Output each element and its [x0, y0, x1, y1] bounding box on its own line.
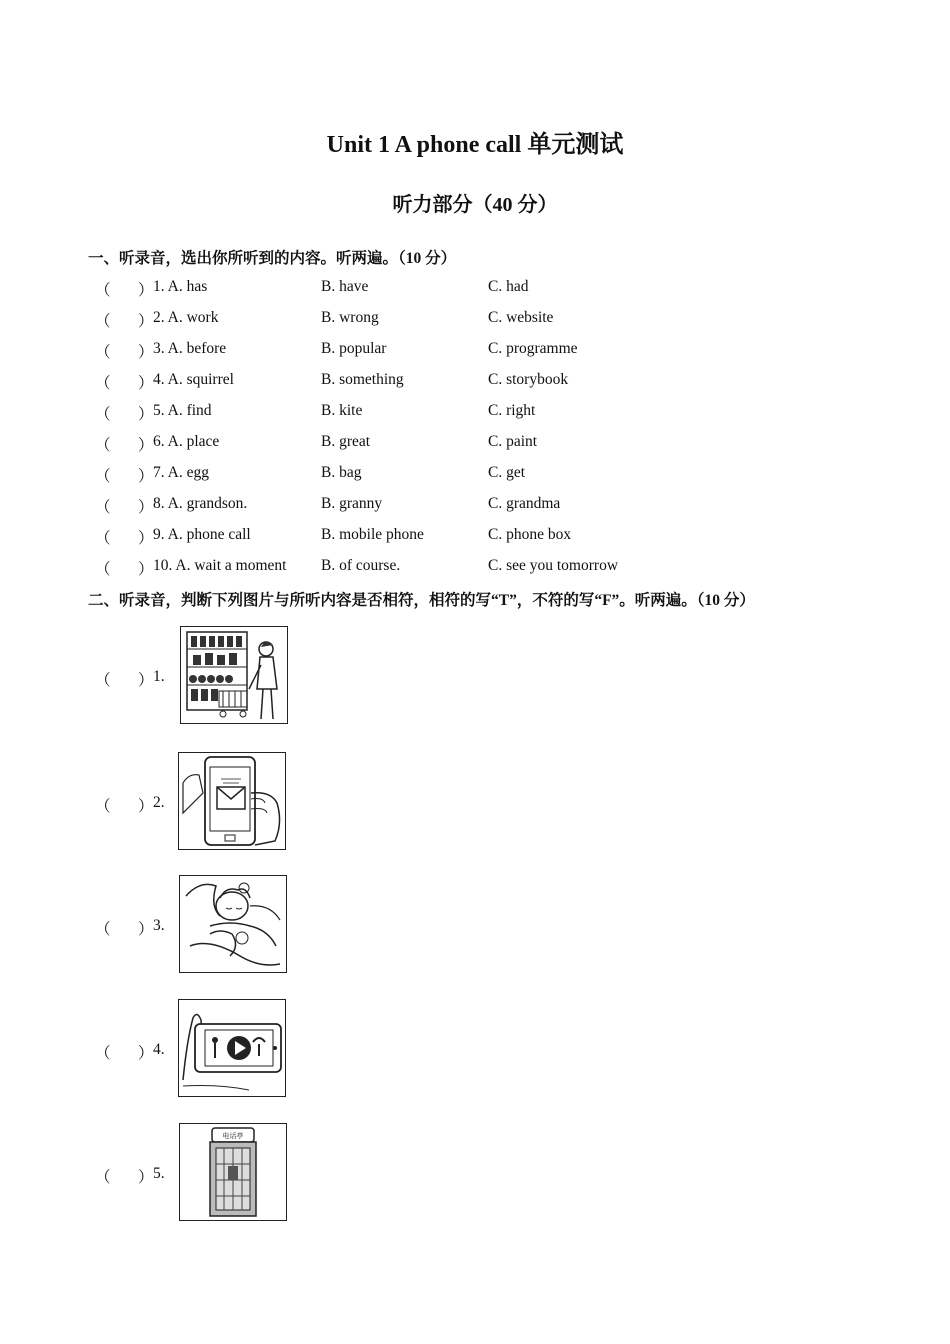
question-row — [88, 495, 788, 519]
answer-paren-open: （ — [95, 313, 111, 330]
answer-paren-open: （ — [95, 530, 111, 547]
answer-paren-close: ） — [138, 282, 154, 299]
phone-booth-icon — [179, 1123, 287, 1221]
answer-paren-open: （ — [95, 406, 111, 423]
option-a: 9. A. phone call — [153, 526, 251, 543]
question-row — [88, 557, 788, 581]
option-a: 5. A. find — [153, 402, 212, 419]
option-a: 10. A. wait a moment — [153, 557, 287, 574]
option-c: C. see you tomorrow — [488, 557, 619, 574]
option-b: B. something — [321, 371, 404, 388]
option-c: C. programme — [488, 340, 578, 357]
option-b: B. of course. — [321, 557, 401, 574]
answer-paren-open: （ — [95, 1169, 111, 1186]
question-row — [88, 309, 788, 333]
option-a: 7. A. egg — [153, 464, 209, 481]
answer-paren-close: ） — [138, 406, 154, 423]
answer-paren-close: ） — [138, 672, 154, 689]
answer-paren-open: （ — [95, 437, 111, 454]
option-a: 1. A. has — [153, 278, 208, 295]
option-c: C. right — [488, 402, 536, 419]
option-c: C. grandma — [488, 495, 561, 512]
option-c: C. paint — [488, 433, 538, 450]
page-title: Unit 1 A phone call 单元测试 — [326, 132, 624, 158]
option-c: C. storybook — [488, 371, 569, 388]
answer-paren-open: （ — [95, 344, 111, 361]
answer-paren-close: ） — [138, 1045, 154, 1062]
question-row — [88, 464, 788, 488]
option-c: C. phone box — [488, 526, 572, 543]
question-number: 4. — [153, 1041, 165, 1058]
answer-paren-close: ） — [138, 561, 154, 578]
option-b: B. granny — [321, 495, 383, 512]
question-number: 5. — [153, 1165, 165, 1182]
picture-question-row — [88, 999, 328, 1099]
phone-video-icon — [178, 999, 286, 1097]
page-subtitle: 听力部分（40 分） — [392, 194, 558, 216]
option-b: B. kite — [321, 402, 363, 419]
option-b: B. popular — [321, 340, 387, 357]
question-number: 2. — [153, 794, 165, 811]
answer-paren-close: ） — [138, 798, 154, 815]
answer-paren-close: ） — [138, 344, 154, 361]
question-number: 3. — [153, 917, 165, 934]
answer-paren-open: （ — [95, 375, 111, 392]
answer-paren-close: ） — [138, 499, 154, 516]
phone-booth-sign: 电话亭 — [222, 1132, 244, 1140]
option-a: 6. A. place — [153, 433, 220, 450]
question-row — [88, 340, 788, 364]
option-b: B. wrong — [321, 309, 379, 326]
picture-question-row — [88, 626, 328, 726]
answer-paren-close: ） — [138, 468, 154, 485]
option-a: 8. A. grandson. — [153, 495, 248, 512]
question-row — [88, 433, 788, 457]
answer-paren-close: ） — [138, 1169, 154, 1186]
answer-paren-close: ） — [138, 437, 154, 454]
answer-paren-close: ） — [138, 921, 154, 938]
question-row — [88, 278, 788, 302]
answer-paren-open: （ — [95, 798, 111, 815]
sleeping-girl-icon — [179, 875, 287, 973]
answer-paren-open: （ — [95, 1045, 111, 1062]
option-b: B. great — [321, 433, 371, 450]
answer-paren-close: ） — [138, 375, 154, 392]
option-a: 4. A. squirrel — [153, 371, 234, 388]
picture-question-row — [88, 875, 328, 975]
option-a: 2. A. work — [153, 309, 219, 326]
answer-paren-open: （ — [95, 561, 111, 578]
section2-heading: 二、听录音，判断下列图片与所听内容是否相符，相符的写“T”，不符的写“F”。听两遍。（10 分） — [88, 592, 755, 609]
answer-paren-open: （ — [95, 499, 111, 516]
question-number: 1. — [153, 668, 165, 685]
option-b: B. bag — [321, 464, 362, 481]
answer-paren-open: （ — [95, 468, 111, 485]
question-row — [88, 526, 788, 550]
option-c: C. had — [488, 278, 529, 295]
supermarket-shopping-icon — [180, 626, 288, 724]
option-b: B. mobile phone — [321, 526, 424, 543]
answer-paren-close: ） — [138, 530, 154, 547]
answer-paren-open: （ — [95, 282, 111, 299]
answer-paren-open: （ — [95, 921, 111, 938]
picture-question-row — [88, 752, 328, 852]
answer-paren-close: ） — [138, 313, 154, 330]
option-c: C. website — [488, 309, 554, 326]
picture-question-row — [88, 1123, 328, 1223]
option-c: C. get — [488, 464, 526, 481]
option-a: 3. A. before — [153, 340, 227, 357]
phone-email-icon — [178, 752, 286, 850]
section1-heading: 一、听录音，选出你所听到的内容。听两遍。（10 分） — [88, 250, 457, 267]
question-row — [88, 371, 788, 395]
answer-paren-open: （ — [95, 672, 111, 689]
question-row — [88, 402, 788, 426]
option-b: B. have — [321, 278, 369, 295]
